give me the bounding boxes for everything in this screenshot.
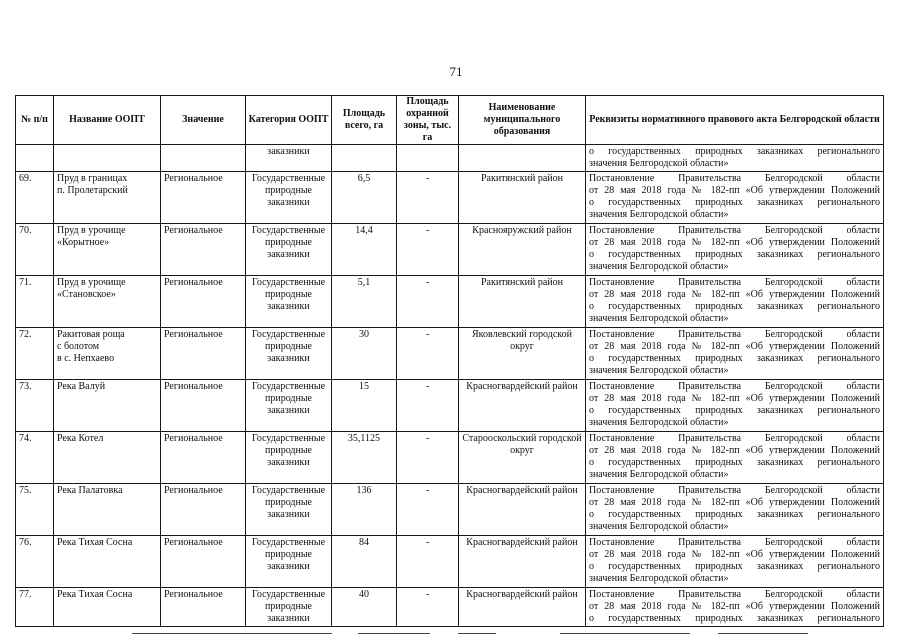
cell-significance: Региональное — [161, 380, 246, 432]
legal-act-line: Постановление Правительства Белгородской области — [589, 173, 880, 184]
cell-category: Государственные природные заказники — [246, 328, 332, 380]
cell-significance: Региональное — [161, 484, 246, 536]
page-number: 71 — [449, 64, 463, 79]
cell-category: Государственные природные заказники — [246, 536, 332, 588]
legal-act-line: от 28 мая 2018 года № 182-пп «Об утверждении Положений — [589, 497, 880, 508]
header-name: Название ООПТ — [54, 96, 161, 145]
cell-buffer-area — [397, 145, 459, 172]
legal-act-line: от 28 мая 2018 года № 182-пп «Об утверждении Положений — [589, 237, 880, 248]
cell-legal-act — [586, 224, 884, 276]
cell-legal-act — [586, 536, 884, 588]
table-row — [16, 432, 884, 484]
table-row — [16, 224, 884, 276]
cell-significance: Региональное — [161, 588, 246, 627]
protected-areas-table — [15, 95, 884, 627]
table-header-row — [16, 96, 884, 145]
cell-significance: Региональное — [161, 432, 246, 484]
cell-num: 72. — [16, 328, 54, 380]
footer-rule — [358, 633, 430, 634]
table-row — [16, 484, 884, 536]
cell-legal-act — [586, 432, 884, 484]
cell-category: Государственные природные заказники — [246, 432, 332, 484]
header-legal-act: Реквизиты нормативного правового акта Белгородской области — [586, 96, 884, 145]
table-row — [16, 380, 884, 432]
legal-act-line: значения Белгородской области» — [589, 521, 729, 532]
cell-significance: Региональное — [161, 172, 246, 224]
legal-act-line: от 28 мая 2018 года № 182-пп «Об утверждении Положений — [589, 289, 880, 300]
footer-rule — [560, 633, 690, 634]
header-buffer-area: Площадь охранной зоны, тыс. га — [397, 96, 459, 145]
legal-act-line: значения Белгородской области» — [589, 417, 729, 428]
cell-buffer-area: - — [397, 484, 459, 536]
cell-category: Государственные природные заказники — [246, 588, 332, 627]
cell-area: 6,5 — [332, 172, 397, 224]
cell-area: 40 — [332, 588, 397, 627]
legal-act-line: от 28 мая 2018 года № 182-пп «Об утверждении Положений — [589, 601, 880, 612]
cell-legal-act — [586, 588, 884, 627]
footer-rule — [718, 633, 808, 634]
cell-legal-act — [586, 172, 884, 224]
legal-act-line: Постановление Правительства Белгородской области — [589, 381, 880, 392]
legal-act-line: о государственных природных заказниках регионального — [589, 613, 880, 624]
cell-buffer-area: - — [397, 172, 459, 224]
cell-area — [332, 145, 397, 172]
cell-significance: Региональное — [161, 224, 246, 276]
cell-municipality: Краснояружский район — [459, 224, 586, 276]
cell-name: Пруд в урочище «Становское» — [54, 276, 161, 328]
legal-act-line: о государственных природных заказниках регионального — [589, 561, 880, 572]
cell-num: 73. — [16, 380, 54, 432]
header-num: № п/п — [16, 96, 54, 145]
cell-significance — [161, 145, 246, 172]
legal-act-line: Постановление Правительства Белгородской области — [589, 589, 880, 600]
cell-legal-act — [586, 276, 884, 328]
cell-category: Государственные природные заказники — [246, 224, 332, 276]
legal-act-line: значения Белгородской области» — [589, 158, 729, 169]
cell-municipality: Красногвардейский район — [459, 588, 586, 627]
legal-act-line: о государственных природных заказниках регионального — [589, 146, 880, 157]
legal-act-line: значения Белгородской области» — [589, 365, 729, 376]
cell-name: Ракитовая роща с болотом в с. Непхаево — [54, 328, 161, 380]
cell-buffer-area: - — [397, 380, 459, 432]
legal-act-line: Постановление Правительства Белгородской области — [589, 537, 880, 548]
cell-category: заказники — [246, 145, 332, 172]
cell-num: 77. — [16, 588, 54, 627]
legal-act-line: о государственных природных заказниках регионального — [589, 197, 880, 208]
table-row-continuation — [16, 145, 884, 172]
cell-municipality: Ракитянский район — [459, 276, 586, 328]
cell-buffer-area: - — [397, 536, 459, 588]
cell-legal-act — [586, 380, 884, 432]
cell-legal-act — [586, 484, 884, 536]
legal-act-line: Постановление Правительства Белгородской области — [589, 225, 880, 236]
legal-act-line: от 28 мая 2018 года № 182-пп «Об утверждении Положений — [589, 341, 880, 352]
cell-name: Река Тихая Сосна — [54, 588, 161, 627]
footer-rule — [132, 633, 332, 634]
legal-act-line: значения Белгородской области» — [589, 209, 729, 220]
cell-category: Государственные природные заказники — [246, 276, 332, 328]
cell-num: 75. — [16, 484, 54, 536]
cell-name: Река Тихая Сосна — [54, 536, 161, 588]
cell-significance: Региональное — [161, 536, 246, 588]
table-body — [16, 145, 884, 627]
table-row — [16, 328, 884, 380]
cell-num: 74. — [16, 432, 54, 484]
cell-municipality — [459, 145, 586, 172]
cell-buffer-area: - — [397, 224, 459, 276]
cell-legal-act — [586, 328, 884, 380]
cell-num: 69. — [16, 172, 54, 224]
footer-rule — [458, 633, 496, 634]
cell-num: 70. — [16, 224, 54, 276]
table-row — [16, 588, 884, 627]
cell-municipality: Красногвардейский район — [459, 484, 586, 536]
cell-num: 76. — [16, 536, 54, 588]
table-row — [16, 172, 884, 224]
legal-act-line: о государственных природных заказниках регионального — [589, 405, 880, 416]
cell-name: Пруд в урочище «Корытное» — [54, 224, 161, 276]
legal-act-line: значения Белгородской области» — [589, 261, 729, 272]
cell-num — [16, 145, 54, 172]
header-municipality: Наименование муниципального образования — [459, 96, 586, 145]
header-significance: Значение — [161, 96, 246, 145]
cell-area: 14,4 — [332, 224, 397, 276]
cell-buffer-area: - — [397, 588, 459, 627]
cell-significance: Региональное — [161, 328, 246, 380]
legal-act-line: от 28 мая 2018 года № 182-пп «Об утверждении Положений — [589, 185, 880, 196]
cell-buffer-area: - — [397, 276, 459, 328]
cell-legal-act — [586, 145, 884, 172]
cell-area: 35,1125 — [332, 432, 397, 484]
cell-area: 15 — [332, 380, 397, 432]
cell-name: Река Палатовка — [54, 484, 161, 536]
header-area: Площадь всего, га — [332, 96, 397, 145]
legal-act-line: о государственных природных заказниках регионального — [589, 457, 880, 468]
cell-area: 136 — [332, 484, 397, 536]
cell-category: Государственные природные заказники — [246, 484, 332, 536]
legal-act-line: о государственных природных заказниках регионального — [589, 353, 880, 364]
legal-act-line: значения Белгородской области» — [589, 313, 729, 324]
cell-category: Государственные природные заказники — [246, 380, 332, 432]
legal-act-line: от 28 мая 2018 года № 182-пп «Об утверждении Положений — [589, 393, 880, 404]
cell-municipality: Ракитянский район — [459, 172, 586, 224]
cell-municipality: Красногвардейский район — [459, 536, 586, 588]
cell-name: Пруд в границах п. Пролетарский — [54, 172, 161, 224]
cell-name: Река Котел — [54, 432, 161, 484]
table-row — [16, 276, 884, 328]
legal-act-line: Постановление Правительства Белгородской области — [589, 485, 880, 496]
cell-area: 5,1 — [332, 276, 397, 328]
legal-act-line: о государственных природных заказниках регионального — [589, 509, 880, 520]
cell-municipality: Яковлевский городской округ — [459, 328, 586, 380]
legal-act-line: от 28 мая 2018 года № 182-пп «Об утверждении Положений — [589, 549, 880, 560]
legal-act-line: значения Белгородской области» — [589, 573, 729, 584]
cell-num: 71. — [16, 276, 54, 328]
cell-category: Государственные природные заказники — [246, 172, 332, 224]
cell-area: 84 — [332, 536, 397, 588]
cell-name — [54, 145, 161, 172]
cell-area: 30 — [332, 328, 397, 380]
legal-act-line: значения Белгородской области» — [589, 469, 729, 480]
cell-name: Река Валуй — [54, 380, 161, 432]
cell-municipality: Красногвардейский район — [459, 380, 586, 432]
cell-buffer-area: - — [397, 328, 459, 380]
legal-act-line: Постановление Правительства Белгородской области — [589, 329, 880, 340]
cell-significance: Региональное — [161, 276, 246, 328]
legal-act-line: от 28 мая 2018 года № 182-пп «Об утверждении Положений — [589, 445, 880, 456]
cell-municipality: Старооскольский городской округ — [459, 432, 586, 484]
cell-buffer-area: - — [397, 432, 459, 484]
legal-act-line: Постановление Правительства Белгородской области — [589, 277, 880, 288]
table-row — [16, 536, 884, 588]
legal-act-line: Постановление Правительства Белгородской области — [589, 433, 880, 444]
legal-act-line: о государственных природных заказниках регионального — [589, 301, 880, 312]
legal-act-line: о государственных природных заказниках регионального — [589, 249, 880, 260]
header-category: Категория ООПТ — [246, 96, 332, 145]
